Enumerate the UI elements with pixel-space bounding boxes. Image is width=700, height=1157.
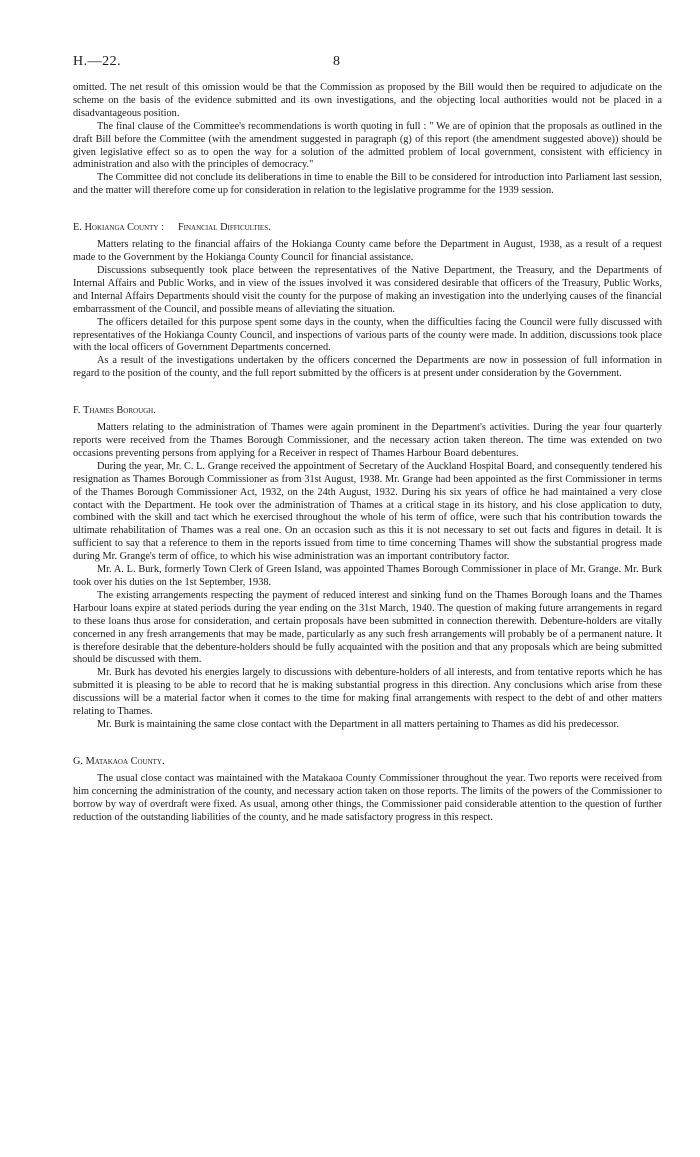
paragraph: During the year, Mr. C. L. Grange received the appointment of Secretary of the Auckland Hospital Board, and consequently tendered his resignation as Thames Borough Commissioner as from 31st August, 1938. Mr. Grange had been appointed as the first Commissioner in terms of the Thames Borough Commissioner Act, 1932, on the 24th August, 1932. During his six years of office he had maintained a very close contact with the Department. He took over the administration of Thames at a critical stage in its history, and his close application to duty, combined with the skill and tact which he exercised throughout the whole of his term of office, were such that his contribution towards the ultimate rehabilitation of Thames was a real one. On an occasion such as this it is not necessary to set out facts and figures in detail. It is sufficient to say that a reference to them in the reports issued from time to time concerning Thames will show the substantial progress made during Mr. Grange's term of office, to which his wise administration was an important contributory factor. (73, 460, 662, 563)
paragraph: Mr. A. L. Burk, formerly Town Clerk of Green Island, was appointed Thames Borough Commissioner in place of Mr. Grange. Mr. Burk took over his duties on the 1st September, 1938. (73, 564, 662, 588)
paragraph: The Committee did not conclude its deliberations in time to enable the Bill to be considered for introduction into Parliament last session, and the matter will therefore come up for consideration in relation to the legislative programme for the 1939 session. (73, 172, 662, 197)
paragraph: The existing arrangements respecting the payment of reduced interest and sinking fund on the Thames Borough loans and the Thames Harbour loans expire at stated periods during the year ending on the 31st March, 1940. The question of making future arrangements in regard to these loans thus arose for consideration, and certain proposals have been submitted in connection therewith. Debenture-holders are vitally concerned in any fresh arrangements that may be made, particularly as any such fresh arrangements will probably be of a permanent nature. It is therefore desirable that the debenture-holders should be fully acquainted with the position and that any proposals which are being submitted should be discussed with them. (73, 589, 662, 666)
paragraph: Mr. Burk has devoted his energies largely to discussions with debenture-holders of all interests, and from tentative reports which he has submitted it is pleasing to be able to record that he is making substantial progress in this direction. Any conclusions which arise from these discussions will be a material factor when it comes to the time for making final arrangements with respect to the debt of and other matters relating to Thames. (73, 667, 662, 718)
paragraph: The officers detailed for this purpose spent some days in the county, when the difficulties facing the Council were fully discussed with representatives of the Hokianga County Council, and inspections of various parts of the county were made. In addition, discussions took place with the local officers of Government Departments concerned. (73, 316, 662, 354)
paragraph: Discussions subsequently took place between the representatives of the Native Department, the Treasury, and the Departments of Internal Affairs and Public Works, and in view of the issues involved it was considered desirable that officers of the Treasury, Public Works, and Internal Affairs Departments should visit the county for the purpose of making an investigation into the underlying causes of the financial embarrassment of the Council, and possible means of alleviating the situation. (73, 264, 662, 315)
section-heading-f (73, 404, 662, 417)
section-heading-g (73, 755, 662, 768)
section-title: Matakaoa County. (85, 755, 165, 767)
document-reference: H.—22. (73, 54, 122, 69)
paragraph: omitted. The net result of this omission would be that the Commission as proposed by the Bill would then be required to adjudicate on the scheme on the basis of the evidence submitted and its own investigations, and the objecting local authorities would not be placed in a disadvantageous position. (73, 82, 662, 119)
paragraph: Mr. Burk is maintaining the same close contact with the Department in all matters pertaining to Thames as did his predecessor. (97, 718, 619, 730)
section-g-body (73, 773, 662, 825)
intro-block (73, 82, 662, 198)
paragraph: Matters relating to the administration of Thames were again prominent in the Department's activities. During the year four quarterly reports were received from the Thames Borough Commissioner, and the necessary action taken thereon. The time was extended on two occasions preventing persons from applying for a Receiver in respect of Thames Harbour Board debentures. (73, 422, 662, 459)
section-f-body (73, 422, 662, 732)
section-letter: F. (73, 405, 81, 417)
section-letter: G. (73, 755, 84, 767)
page-header (73, 54, 662, 74)
section-heading-e (73, 221, 662, 234)
paragraph: Matters relating to the financial affairs of the Hokianga County came before the Department in August, 1938, as a result of a request made to the Government by the Hokianga County Council for financial assistance. (73, 239, 662, 264)
paragraph: The usual close contact was maintained with the Matakaoa County Commissioner throughout the year. Two reports were received from him concerning the administration of the county, and necessary action taken on those reports. The limits of the powers of the Commissioner to borrow by way of overdraft were fixed. As usual, among other things, the Commissioner paid considerable attention to the question of further reduction of the outstanding liabilities of the county, and he made satisfactory progress in this respect. (73, 772, 662, 823)
section-title: Hokianga County : (84, 222, 164, 234)
section-letter: E. (73, 222, 82, 234)
paragraph: As a result of the investigations undertaken by the officers concerned the Departments are now in possession of full information in regard to the position of the county, and the full report submitted by the officers is at present under consideration by the Government. (73, 355, 662, 380)
page-number: 8 (333, 54, 340, 69)
section-subtitle: Financial Difficulties. (177, 222, 271, 234)
section-title: Thames Borough. (83, 405, 156, 417)
paragraph: The final clause of the Committee's recommendations is worth quoting in full : " We are of opinion that the proposals as outlined in the draft Bill before the Committee (with the amendment suggested in paragraph (g) of this report (the amendment suggested above)) should be given legislative effect so as to open the way for a solution of the admitted problem of local government, consistent with efficiency in administration and also with the principles of democracy." (73, 120, 662, 171)
section-e-body (73, 239, 662, 381)
